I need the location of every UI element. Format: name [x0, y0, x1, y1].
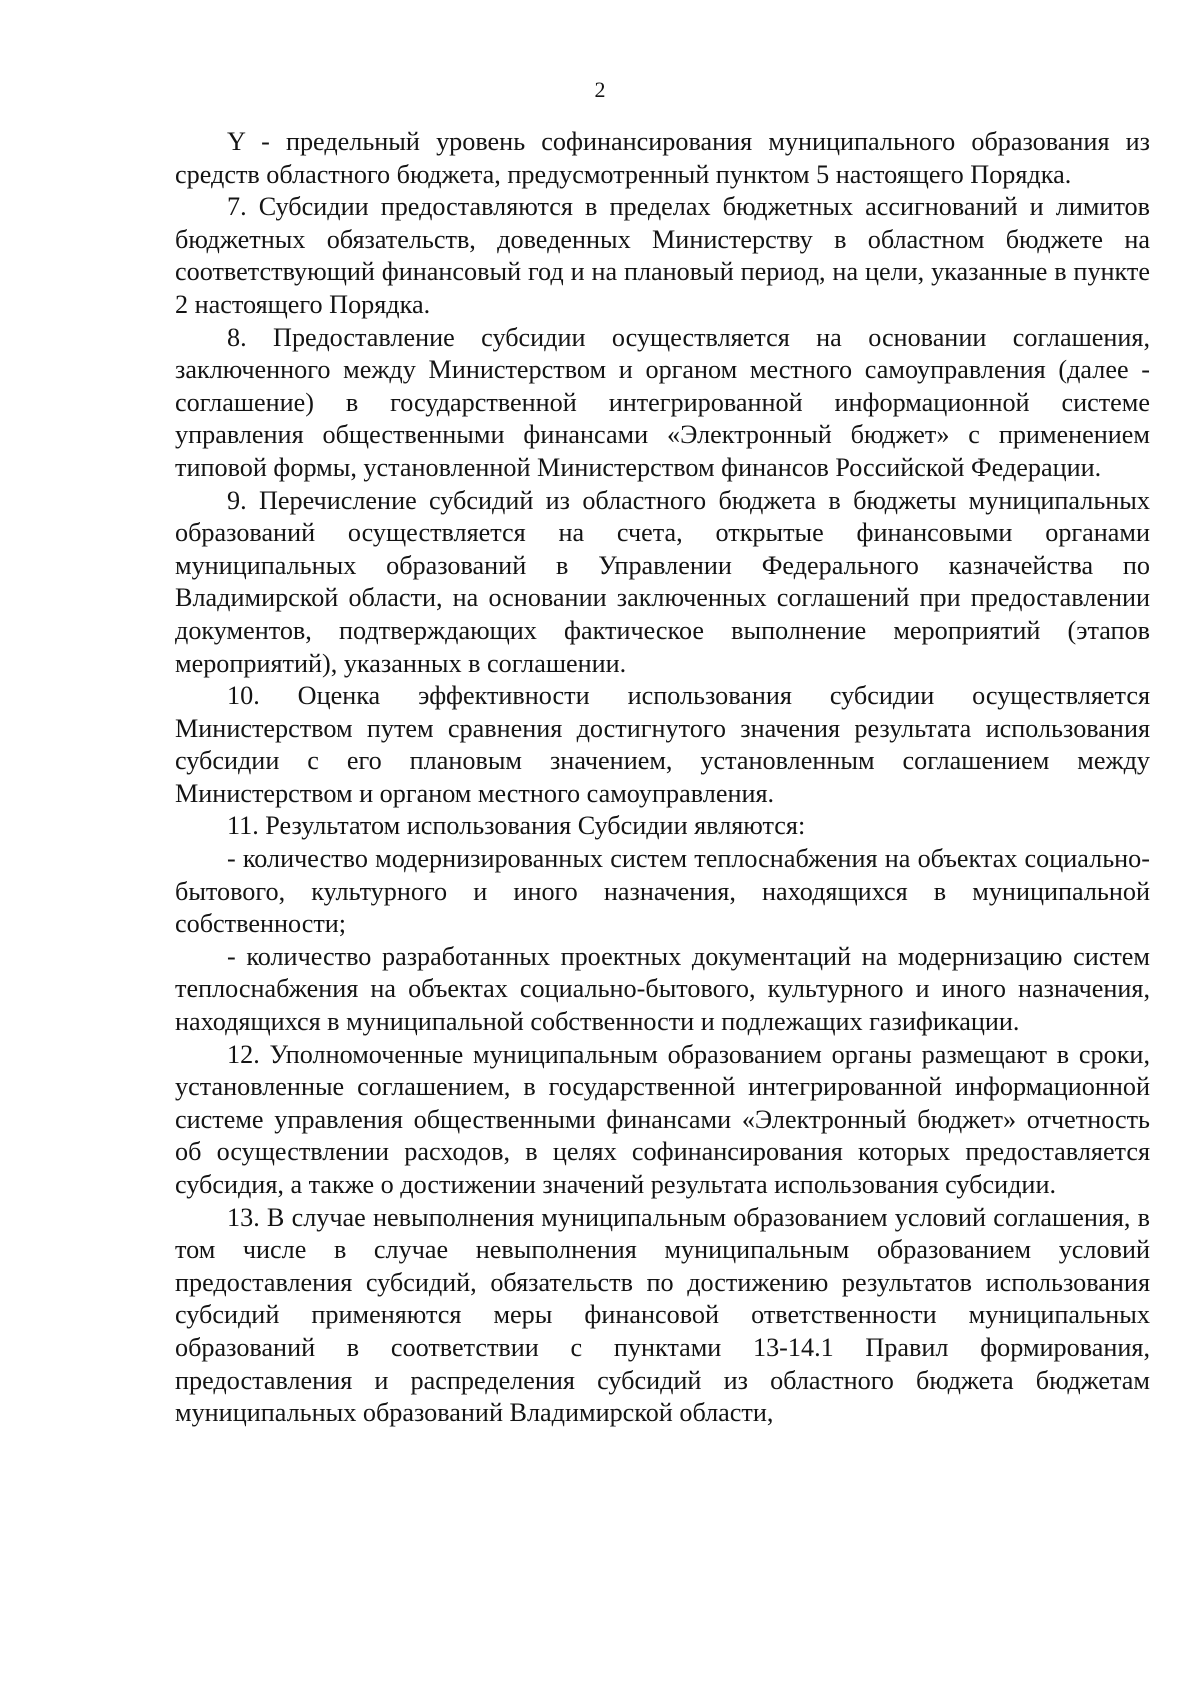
paragraph-7: 7. Субсидии предоставляются в пределах бюджетных ассигнований и лимитов бюджетных обязательств, доведенных Министерству в областном бюджете на соответствующий финансовый год и на плановый период, на цели, указанные в пункте 2 настоящего Порядка.: [175, 192, 1150, 319]
document-body: [175, 126, 1150, 1430]
paragraph-11: 11. Результатом использования Субсидии являются:: [227, 811, 806, 841]
paragraph-9: 9. Перечисление субсидий из областного бюджета в бюджеты муниципальных образований осуществляется на счета, открытые финансовыми органами муниципальных образований в Управлении Федерального казначейства по Владимирской области, на основании заключенных соглашений при предоставлении документов, подтверждающих фактическое выполнение мероприятий (этапов мероприятий), указанных в соглашении.: [175, 485, 1150, 678]
paragraph-10: 10. Оценка эффективности использования субсидии осуществляется Министерством путем сравнения достигнутого значения результата использования субсидии с его плановым значением, установленным соглашением между Министерством и органом местного самоуправления.: [175, 681, 1150, 808]
paragraph-8: 8. Предоставление субсидии осуществляется на основании соглашения, заключенного между Министерством и органом местного самоуправления (далее - соглашение) в государственной интегрированной информационной системе управления общественными финансами «Электронный бюджет» с применением типовой формы, установленной Министерством финансов Российской Федерации.: [175, 322, 1150, 482]
bullet-project-documentation: - количество разработанных проектных документаций на модернизацию систем теплоснабжения на объектах социально-бытового, культурного и иного назначения, находящихся в муниципальной собственности и подлежащих газификации.: [175, 941, 1150, 1037]
paragraph-13: 13. В случае невыполнения муниципальным образованием условий соглашения, в том числе в случае невыполнения муниципальным образованием условий предоставления субсидий, обязательств по достижению результатов использования субсидий применяются меры финансовой ответственности муниципальных образований в соответствии с пунктами 13-14.1 Правил формирования, предоставления и распределения субсидий из областного бюджета бюджетам муниципальных образований Владимирской области,: [175, 1202, 1150, 1428]
bullet-modernized-systems: - количество модернизированных систем теплоснабжения на объектах социально-бытового, культурного и иного назначения, находящихся в муниципальной собственности;: [175, 844, 1150, 939]
paragraph-12: 12. Уполномоченные муниципальным образованием органы размещают в сроки, установленные соглашением, в государственной интегрированной информационной системе управления общественными финансами «Электронный бюджет» отчетность об осуществлении расходов, в целях софинансирования которых предоставляется субсидия, а также о достижении значений результата использования субсидии.: [175, 1039, 1150, 1199]
paragraph-y-definition: Y - предельный уровень софинансирования муниципального образования из средств областного бюджета, предусмотренный пунктом 5 настоящего Порядка.: [175, 127, 1150, 189]
page-number: 2: [594, 77, 606, 102]
